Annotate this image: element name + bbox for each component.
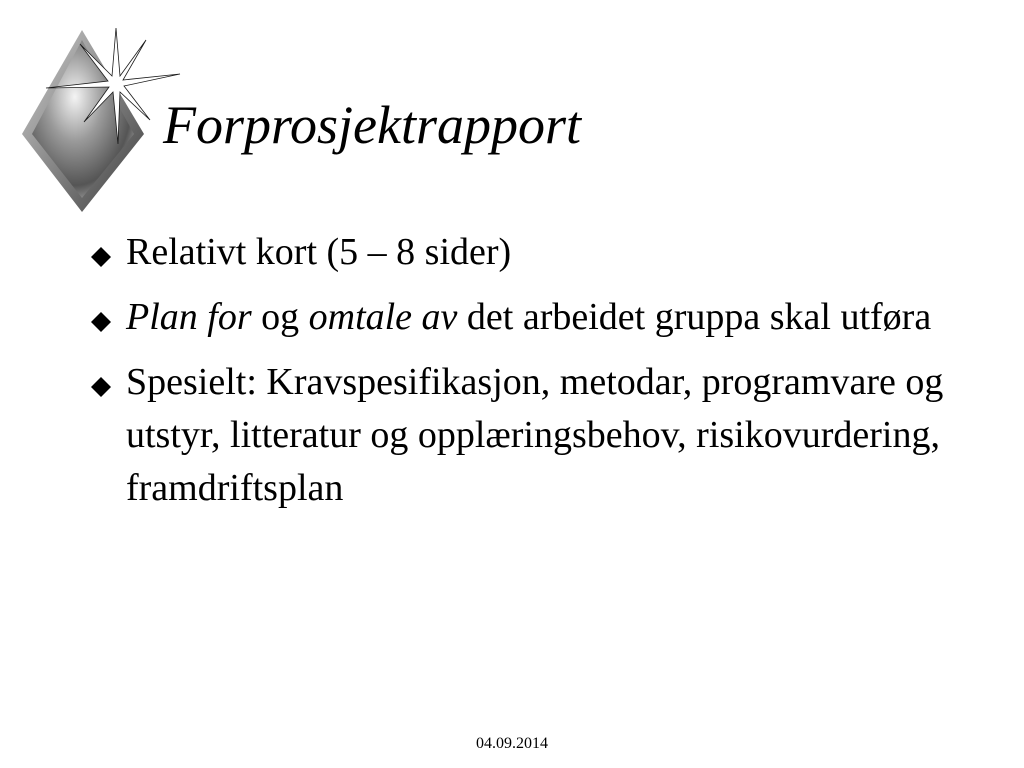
bullet-text-italic-segment: omtale av — [308, 296, 458, 338]
bullet-item — [90, 356, 960, 515]
footer-date: 04.09.2014 — [476, 735, 548, 752]
bullet-item — [90, 226, 960, 279]
bullet-text-segment: det arbeidet gruppa skal utføra — [457, 296, 932, 338]
bullet-text-segment: Spesielt: Kravspesifikasjon, metodar, programvare og utstyr, litteratur og opplæringsbehov, risikovurdering, framdriftsplan — [126, 361, 944, 509]
diamond-bullet-icon — [90, 246, 112, 268]
diamond-bullet-icon — [90, 376, 112, 398]
bullet-text-segment: Relativt kort (5 – 8 sider) — [126, 231, 512, 273]
slide-title: Forprosjektrapport — [163, 95, 581, 155]
bullet-text — [126, 296, 931, 338]
bullet-text-segment: og — [251, 296, 309, 338]
diamond-bullet-icon — [90, 311, 112, 333]
bullet-text — [126, 361, 943, 509]
bullet-text-italic-segment: Plan for — [126, 296, 252, 338]
bullet-list — [90, 226, 960, 527]
bullet-item — [90, 291, 960, 344]
bullet-text — [126, 231, 511, 273]
